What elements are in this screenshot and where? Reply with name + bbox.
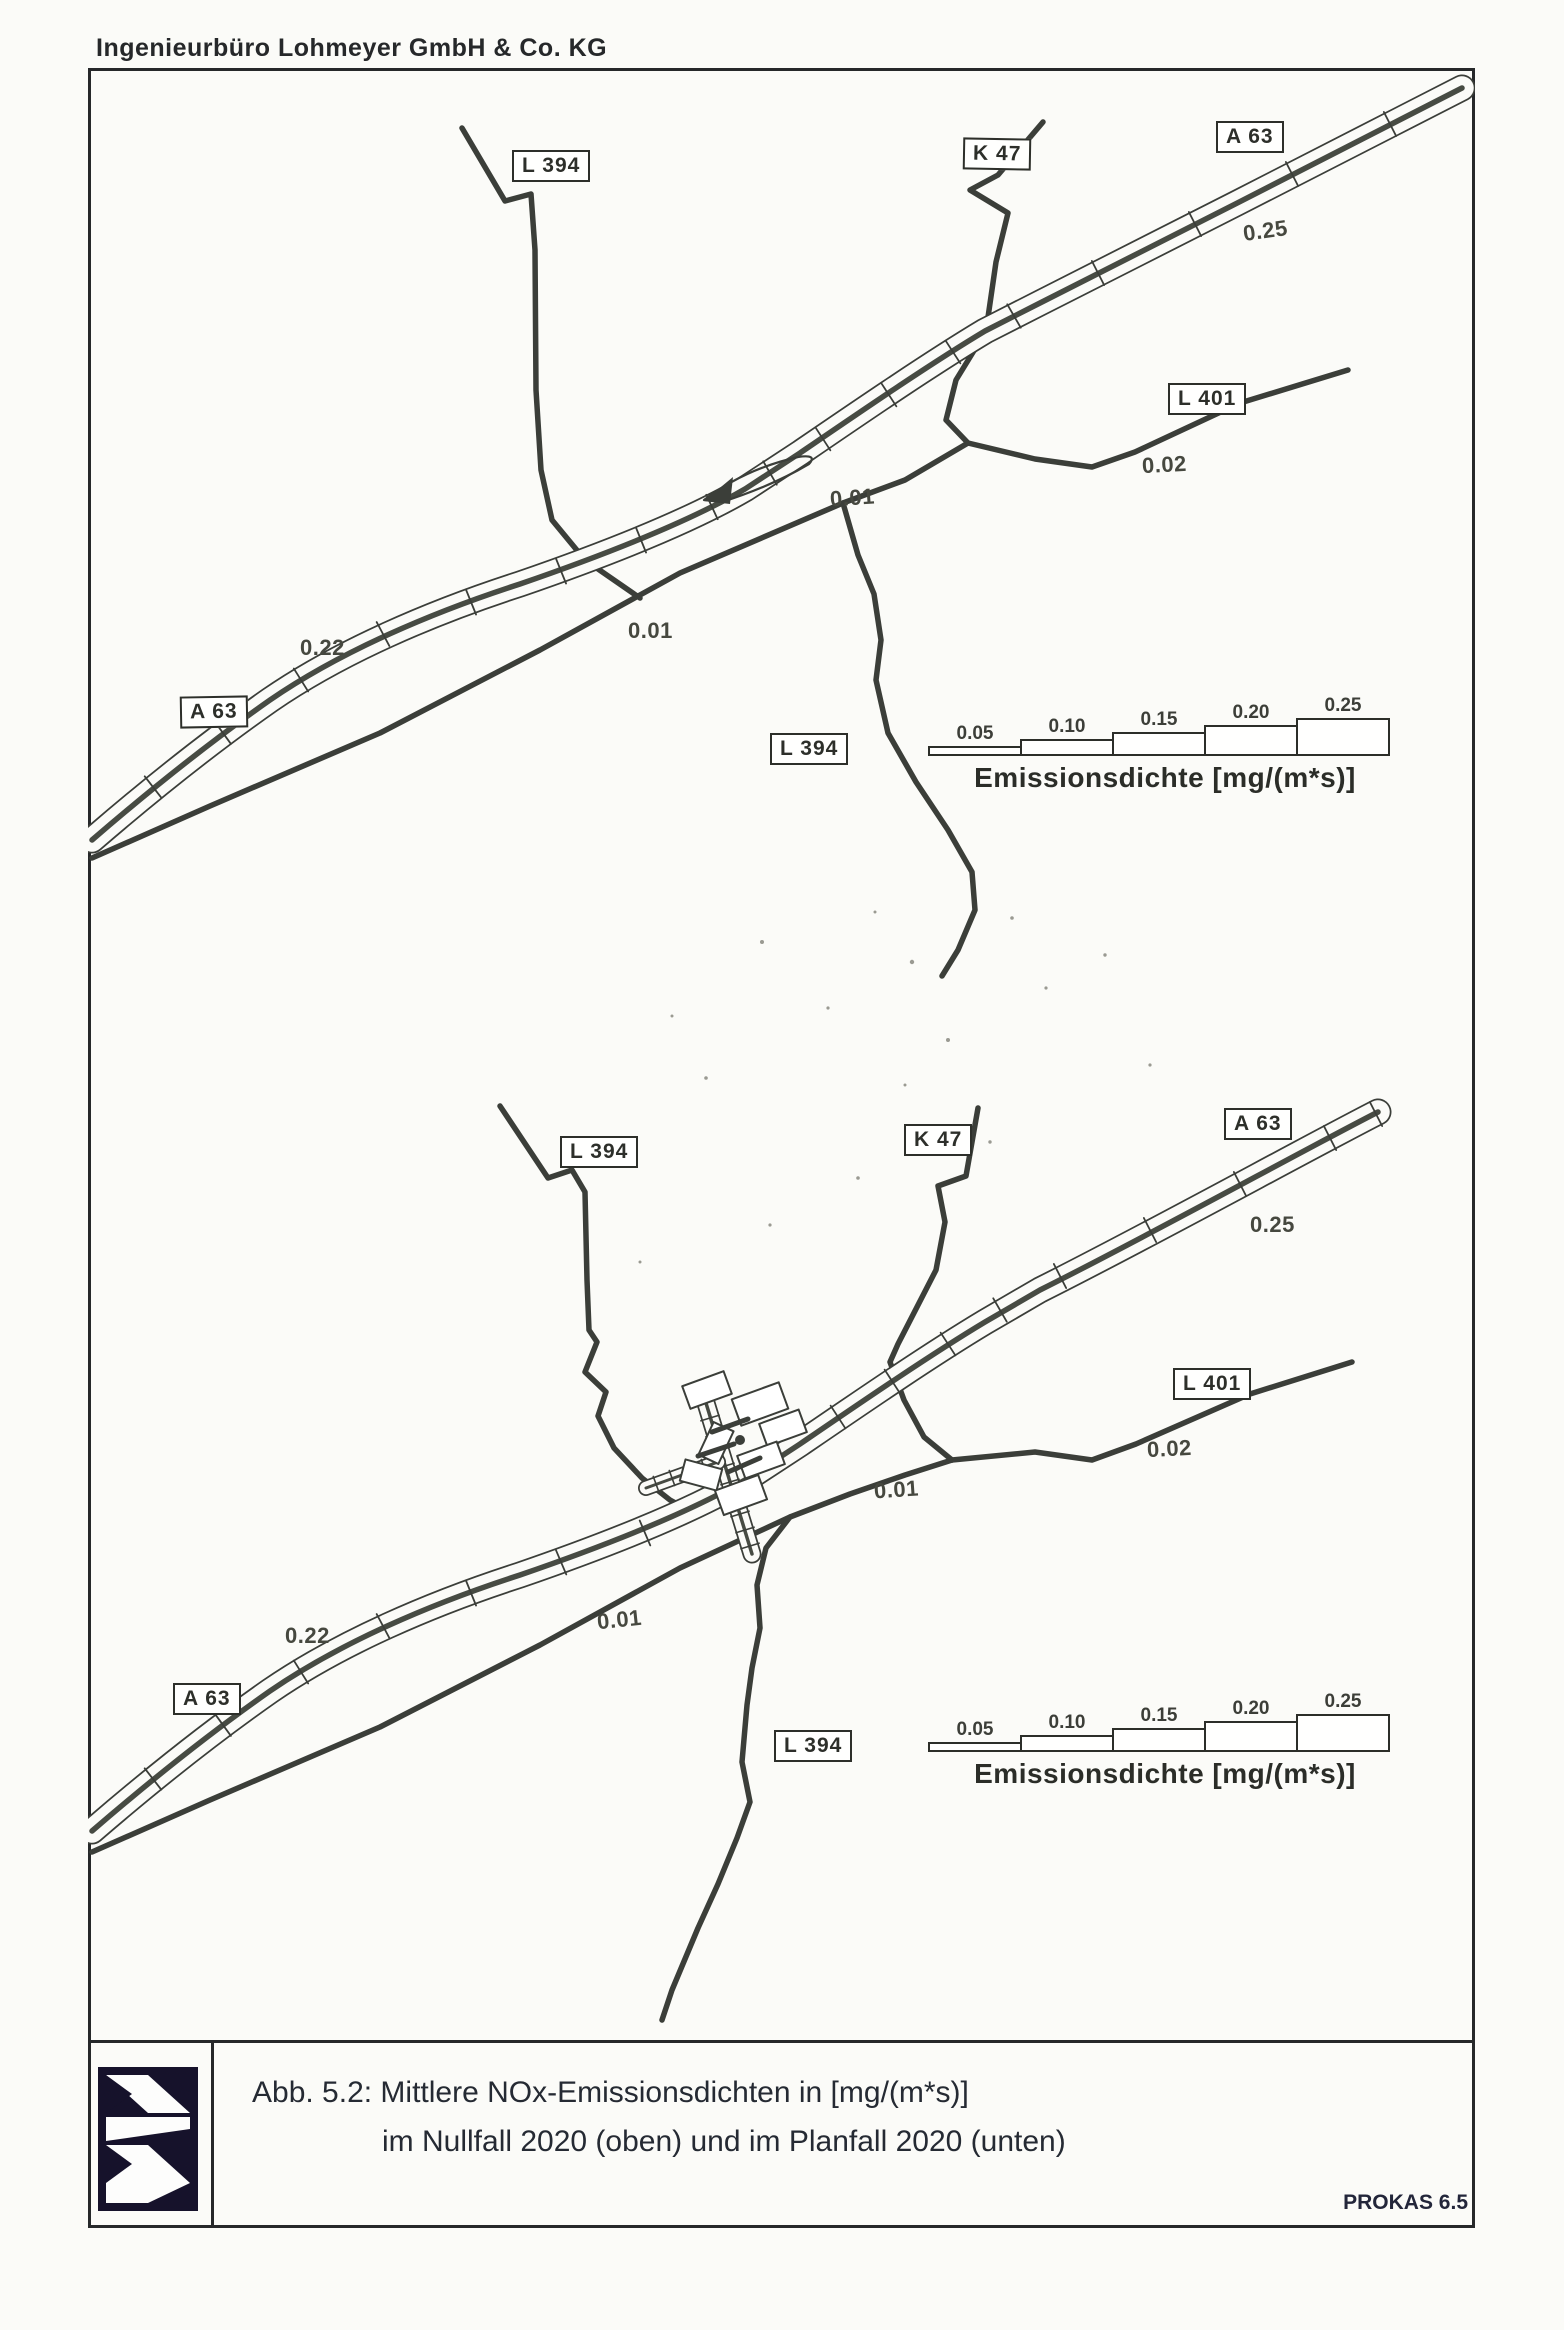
legend-steps bbox=[930, 690, 1400, 756]
emission-legend-planfall bbox=[930, 1686, 1400, 1790]
legend-step-1 bbox=[928, 1719, 1022, 1752]
legend-step-4 bbox=[1204, 702, 1298, 756]
road-sign-l394-south: L 394 bbox=[774, 1730, 852, 1762]
legend-step-3 bbox=[1112, 1705, 1206, 1752]
lohmeyer-logo bbox=[98, 2066, 198, 2212]
legend-step-2 bbox=[1020, 1712, 1114, 1752]
legend-step-4 bbox=[1204, 1698, 1298, 1752]
legend-step-label: 0.10 bbox=[1048, 1712, 1086, 1733]
legend-title: Emissionsdichte [mg/(m*s)] bbox=[974, 1758, 1356, 1789]
legend-step-5 bbox=[1296, 1691, 1390, 1752]
road-sign-k47: K 47 bbox=[963, 137, 1032, 170]
legend-step-5 bbox=[1296, 695, 1390, 756]
emission-value-l401: 0.02 bbox=[1146, 1434, 1193, 1463]
road-sign-l394-north: L 394 bbox=[512, 150, 590, 182]
legend-step-label: 0.25 bbox=[1324, 695, 1362, 716]
road-sign-l401: L 401 bbox=[1173, 1368, 1251, 1400]
caption-line-1: Abb. 5.2: Mittlere NOx-Emissionsdichten in [mg/(m*s)] bbox=[252, 2076, 969, 2109]
emission-value-l401: 0.02 bbox=[1141, 450, 1188, 479]
prokas-software-label: PROKAS 6.5 bbox=[1343, 2191, 1468, 2214]
road-sign-a63-northeast: A 63 bbox=[1224, 1108, 1292, 1140]
legend-step-label: 0.15 bbox=[1140, 1705, 1178, 1726]
legend-step-label: 0.25 bbox=[1324, 1691, 1362, 1712]
legend-steps bbox=[930, 1686, 1400, 1752]
legend-step-label: 0.20 bbox=[1232, 1698, 1270, 1719]
road-sign-l394-south: L 394 bbox=[770, 733, 848, 765]
legend-step-1 bbox=[928, 723, 1022, 756]
legend-step-label: 0.15 bbox=[1140, 709, 1178, 730]
emission-value-road-east: 0.01 bbox=[873, 1475, 920, 1504]
emission-value-a63-sw: 0.22 bbox=[285, 1623, 330, 1648]
legend-step-label: 0.05 bbox=[956, 723, 994, 744]
figure-caption bbox=[252, 2068, 1066, 2166]
road-sign-a63-northeast: A 63 bbox=[1216, 121, 1284, 153]
road-sign-l401: L 401 bbox=[1168, 383, 1246, 415]
road-sign-a63-southwest: A 63 bbox=[173, 1683, 241, 1715]
figure-frame bbox=[88, 68, 1475, 2228]
legend-title: Emissionsdichte [mg/(m*s)] bbox=[974, 762, 1356, 793]
caption-separator-line bbox=[91, 2040, 1472, 2043]
emission-value-a63-ne: 0.25 bbox=[1241, 215, 1290, 247]
road-sign-a63-southwest: A 63 bbox=[180, 695, 248, 728]
emission-legend-nullfall bbox=[930, 690, 1400, 794]
emission-value-a63-ne: 0.25 bbox=[1250, 1212, 1295, 1237]
legend-step-3 bbox=[1112, 709, 1206, 756]
legend-step-label: 0.20 bbox=[1232, 702, 1270, 723]
emission-value-road-west: 0.01 bbox=[628, 618, 673, 643]
emission-value-road-east: 0.01 bbox=[829, 483, 876, 512]
road-sign-k47: K 47 bbox=[904, 1124, 972, 1156]
caption-line-2: im Nullfall 2020 (oben) und im Planfall 2020 (unten) bbox=[382, 2125, 1066, 2158]
road-sign-l394-north: L 394 bbox=[560, 1136, 638, 1168]
emission-value-a63-sw: 0.22 bbox=[300, 635, 345, 660]
emission-value-road-west: 0.01 bbox=[595, 1604, 643, 1635]
legend-step-label: 0.05 bbox=[956, 1719, 994, 1740]
legend-step-2 bbox=[1020, 716, 1114, 756]
legend-step-label: 0.10 bbox=[1048, 716, 1086, 737]
caption-divider-line bbox=[211, 2043, 214, 2225]
company-header: Ingenieurbüro Lohmeyer GmbH & Co. KG bbox=[96, 34, 608, 62]
